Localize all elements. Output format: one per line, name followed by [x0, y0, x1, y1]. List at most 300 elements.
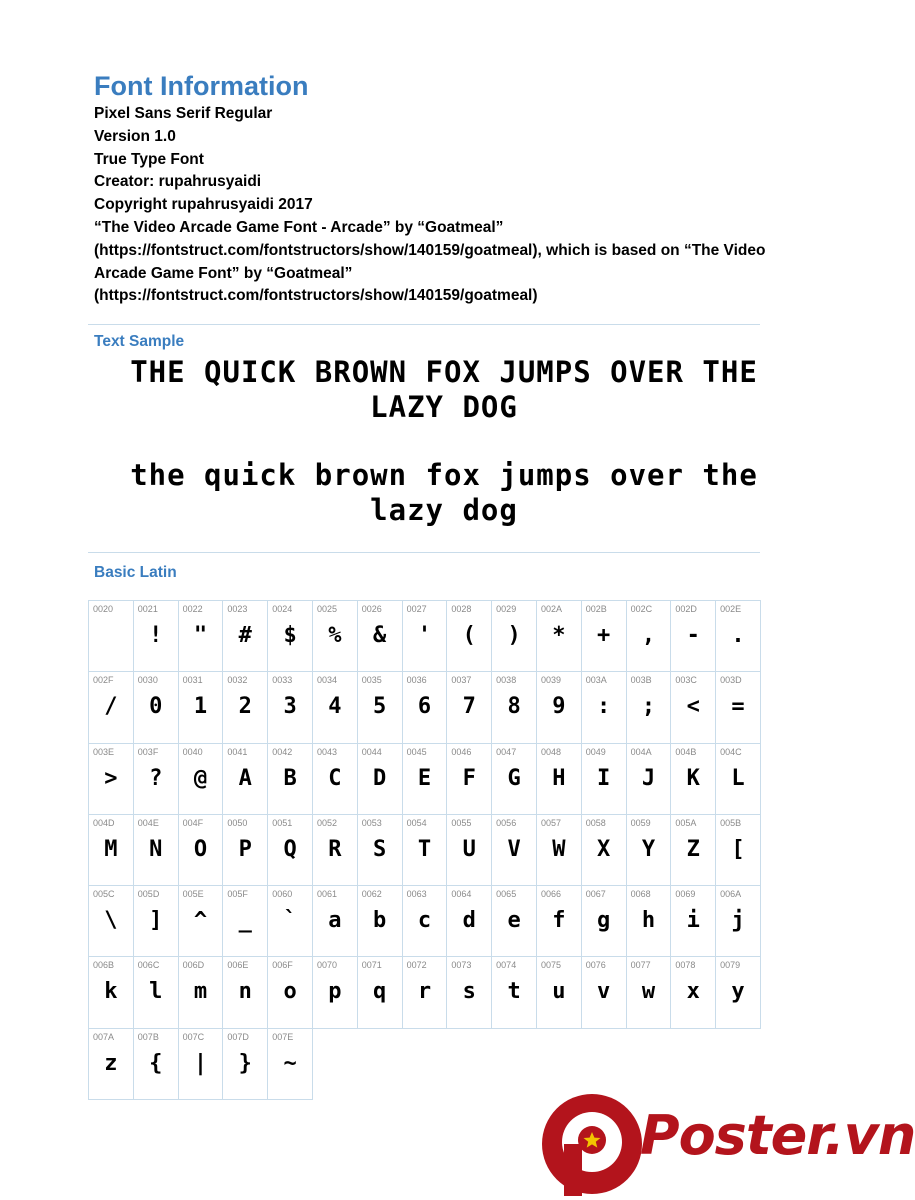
glyph-char: $ — [283, 623, 297, 648]
glyph-cell — [178, 885, 224, 957]
glyph-cell — [581, 600, 627, 672]
glyph-char: d — [462, 908, 476, 934]
glyph-char: + — [597, 623, 611, 648]
glyph-cell — [402, 956, 448, 1028]
glyph-char: V — [507, 836, 521, 862]
glyph-cell — [312, 600, 358, 672]
glyph-char: R — [328, 836, 342, 862]
sample-lowercase: the quick brown fox jumps over the lazy dog — [130, 458, 758, 527]
glyph-char: ~ — [283, 1050, 297, 1076]
glyph-char: ' — [417, 623, 432, 648]
glyph-cell — [178, 743, 224, 815]
glyph-char: 5 — [373, 694, 387, 720]
glyph-cell — [491, 671, 537, 743]
glyph-code: 002A — [540, 604, 562, 614]
glyph-char: q — [373, 979, 387, 1005]
glyph-char: " — [193, 623, 208, 648]
glyph-code: 0064 — [451, 889, 472, 900]
glyph-cell — [670, 885, 716, 957]
glyph-char: 8 — [507, 694, 521, 720]
glyph-cell — [536, 600, 582, 672]
glyph-char: [ — [731, 836, 745, 862]
glyph-char: F — [462, 765, 476, 791]
glyph-char: - — [686, 623, 700, 648]
glyph-cell — [446, 743, 492, 815]
glyph-code: 0079 — [720, 960, 741, 971]
glyph-code: 002C — [630, 604, 653, 614]
glyph-code: 0055 — [451, 817, 472, 828]
glyph-char: S — [373, 836, 387, 862]
glyph-code: 006E — [227, 960, 249, 971]
glyph-cell — [357, 671, 403, 743]
glyph-cell — [670, 743, 716, 815]
glyph-code: 0042 — [272, 746, 293, 757]
glyph-char: m — [193, 979, 208, 1005]
glyph-code: 0073 — [451, 960, 472, 971]
glyph-cell — [88, 885, 134, 957]
glyph-code: 0028 — [451, 604, 472, 614]
glyph-char: Z — [686, 836, 700, 862]
glyph-cell — [222, 956, 268, 1028]
divider — [88, 552, 760, 553]
text-sample-heading: Text Sample — [94, 333, 185, 350]
glyph-char: w — [641, 979, 656, 1005]
glyph-cell — [446, 814, 492, 886]
glyph-code: 0024 — [272, 604, 293, 614]
glyph-code: 003A — [585, 675, 607, 686]
glyph-cell — [222, 743, 268, 815]
glyph-char: 0 — [149, 694, 163, 720]
glyph-cell — [133, 600, 179, 672]
glyph-cell — [312, 956, 358, 1028]
glyph-char: G — [507, 765, 521, 791]
glyph-code: 0061 — [316, 889, 338, 900]
glyph-cell — [312, 814, 358, 886]
glyph-code: 0072 — [406, 960, 427, 971]
glyph-char: , — [641, 623, 656, 648]
basic-latin-heading: Basic Latin — [94, 564, 177, 581]
glyph-char: x — [686, 979, 700, 1005]
glyph-code: 004F — [182, 817, 204, 828]
glyph-code: 0048 — [540, 746, 561, 757]
glyph-char: e — [507, 908, 521, 934]
glyph-code: 0063 — [406, 889, 427, 900]
glyph-char: M — [104, 836, 118, 862]
glyph-code: 003C — [675, 675, 697, 686]
glyph-code: 0077 — [630, 960, 651, 971]
font-info-lines — [94, 103, 794, 308]
glyph-code: 007A — [93, 1031, 115, 1042]
glyph-code: 0054 — [406, 817, 427, 828]
glyph-char: Y — [641, 836, 656, 862]
glyph-cell — [491, 956, 537, 1028]
glyph-cell — [178, 814, 224, 886]
glyph-code: 006F — [272, 960, 293, 971]
glyph-char: a — [328, 908, 342, 934]
glyph-char: ( — [462, 623, 476, 648]
glyph-code: 0075 — [540, 960, 561, 971]
font-version: Version 1.0 — [94, 127, 176, 145]
glyph-cell — [581, 885, 627, 957]
glyph-cell — [178, 956, 224, 1028]
glyph-cell — [222, 814, 268, 886]
glyph-code: 0036 — [406, 675, 427, 686]
glyph-char: 9 — [552, 694, 566, 720]
glyph-char: o — [283, 979, 297, 1005]
glyph-char: = — [731, 694, 745, 720]
glyph-char: I — [597, 765, 611, 791]
glyph-cell — [88, 956, 134, 1028]
glyph-char: ] — [149, 908, 163, 934]
glyph-code: 0067 — [585, 889, 606, 900]
glyph-code: 0069 — [675, 889, 696, 900]
glyph-code: 0047 — [496, 746, 517, 757]
glyph-cell — [581, 814, 627, 886]
glyph-cell — [88, 814, 134, 886]
glyph-char: B — [283, 765, 297, 791]
glyph-char: s — [462, 979, 476, 1005]
glyph-cell — [222, 1028, 268, 1100]
glyph-code: 0053 — [361, 817, 382, 828]
glyph-cell — [536, 956, 582, 1028]
glyph-cell — [446, 956, 492, 1028]
glyph-char: U — [462, 836, 476, 862]
glyph-cell — [357, 885, 403, 957]
glyph-char: / — [104, 694, 118, 720]
glyph-char: 6 — [417, 694, 432, 720]
glyph-char: ^ — [193, 908, 208, 934]
glyph-code: 005F — [227, 889, 248, 900]
glyph-code: 002D — [675, 604, 697, 614]
glyph-char: } — [238, 1050, 252, 1076]
glyph-char: z — [104, 1050, 118, 1076]
glyph-code: 007B — [137, 1031, 159, 1042]
glyph-code: 0068 — [630, 889, 651, 900]
glyph-code: 006A — [720, 889, 742, 900]
glyph-cell — [446, 885, 492, 957]
glyph-cell — [626, 814, 672, 886]
glyph-code: 0034 — [316, 675, 338, 686]
glyph-cell — [267, 743, 313, 815]
glyph-char: W — [552, 836, 566, 862]
glyph-char: A — [238, 765, 252, 791]
glyph-cell — [357, 814, 403, 886]
glyph-code: 0020 — [93, 604, 114, 614]
glyph-code: 0037 — [451, 675, 472, 686]
glyph-char: ) — [507, 623, 521, 648]
glyph-cell — [178, 671, 224, 743]
glyph-code: 0071 — [361, 960, 382, 971]
glyph-code: 0027 — [406, 604, 427, 614]
glyph-cell — [402, 814, 448, 886]
glyph-code: 0059 — [630, 817, 651, 828]
glyph-code: 0029 — [496, 604, 517, 614]
glyph-cell — [715, 671, 761, 743]
glyph-code: 004D — [93, 817, 115, 828]
glyph-char: _ — [238, 908, 252, 934]
font-copyright: Copyright rupahrusyaidi 2017 — [94, 196, 313, 214]
glyph-cell — [133, 885, 179, 957]
glyph-char: 4 — [328, 694, 342, 720]
glyph-code: 004B — [675, 746, 697, 757]
glyph-code: 002B — [585, 604, 607, 614]
glyph-char: r — [417, 979, 432, 1005]
glyph-char: c — [417, 908, 432, 934]
glyph-code: 0040 — [182, 746, 203, 757]
glyph-code: 0043 — [316, 746, 338, 757]
glyph-cell — [88, 1028, 134, 1100]
glyph-code: 0051 — [272, 817, 293, 828]
glyph-code: 005D — [137, 889, 160, 900]
glyph-cell — [626, 743, 672, 815]
glyph-code: 0066 — [540, 889, 561, 900]
glyph-cell — [626, 671, 672, 743]
glyph-code: 005C — [93, 889, 115, 900]
glyph-cell — [581, 956, 627, 1028]
glyph-code: 0065 — [496, 889, 517, 900]
glyph-char: H — [552, 765, 566, 791]
glyph-char: : — [597, 694, 611, 720]
glyph-cell — [536, 743, 582, 815]
glyph-cell — [88, 600, 134, 672]
glyph-char: < — [686, 694, 700, 720]
glyph-cell — [267, 600, 313, 672]
glyph-char: 2 — [238, 694, 252, 720]
glyph-char: D — [373, 765, 387, 791]
glyph-code: 0044 — [361, 746, 382, 757]
glyph-char: ! — [149, 623, 163, 648]
glyph-cell — [626, 885, 672, 957]
glyph-char: ? — [149, 765, 163, 791]
glyph-cell — [267, 814, 313, 886]
glyph-char: * — [552, 623, 566, 648]
glyph-char: & — [373, 623, 387, 648]
glyph-code: 0038 — [496, 675, 517, 686]
glyph-char: \ — [104, 908, 118, 934]
glyph-code: 0060 — [272, 889, 293, 900]
glyph-cell — [626, 600, 672, 672]
glyph-char: { — [149, 1050, 163, 1076]
glyph-code: 0045 — [406, 746, 427, 757]
glyph-char: h — [641, 908, 656, 934]
glyph-cell — [715, 814, 761, 886]
glyph-cell — [88, 671, 134, 743]
glyph-code: 0058 — [585, 817, 606, 828]
glyph-code: 005E — [182, 889, 204, 900]
glyph-char: b — [373, 908, 387, 934]
glyph-code: 006B — [93, 960, 115, 971]
glyph-char: v — [597, 979, 611, 1005]
glyph-char: Q — [283, 836, 297, 862]
glyph-code: 004A — [630, 746, 652, 757]
glyph-char: @ — [193, 765, 208, 791]
glyph-code: 004C — [720, 746, 742, 757]
glyph-cell — [178, 600, 224, 672]
glyph-cell — [715, 885, 761, 957]
font-credits: “The Video Arcade Game Font - Arcade” by “Goatmeal” (https://fontstruct.com/fontstructors/show/140159/goatmeal), which is based on “The Video Arcade Game Font” by “Goatmeal” (https://fontstruct.com/fontstructors/show/140159/goatmeal) — [94, 218, 766, 305]
glyph-code: 005A — [675, 817, 697, 828]
glyph-cell — [670, 956, 716, 1028]
glyph-cell — [491, 600, 537, 672]
watermark-text: Poster.vn — [640, 1104, 915, 1167]
pin-logo-icon — [540, 1092, 650, 1196]
glyph-code: 0049 — [585, 746, 606, 757]
glyph-cell — [670, 600, 716, 672]
glyph-char: n — [238, 979, 252, 1005]
glyph-code: 0070 — [316, 960, 338, 971]
glyph-code: 0035 — [361, 675, 382, 686]
glyph-cell — [222, 600, 268, 672]
glyph-char: ; — [641, 694, 656, 720]
glyph-code: 007C — [182, 1031, 205, 1042]
glyph-cell — [446, 671, 492, 743]
glyph-char: ` — [283, 908, 297, 934]
glyph-char: N — [149, 836, 163, 862]
glyph-cell — [402, 671, 448, 743]
glyph-cell — [222, 671, 268, 743]
sample-uppercase: THE QUICK BROWN FOX JUMPS OVER THE LAZY DOG — [130, 355, 758, 424]
glyph-char: O — [193, 836, 208, 862]
glyph-char: # — [238, 623, 252, 648]
glyph-code: 003D — [720, 675, 742, 686]
page-title: Font Information — [94, 71, 309, 101]
glyph-cell — [312, 743, 358, 815]
glyph-cell — [626, 956, 672, 1028]
glyph-cell — [536, 814, 582, 886]
glyph-char: y — [731, 979, 745, 1005]
glyph-char: P — [238, 836, 252, 862]
glyph-code: 004E — [137, 817, 159, 828]
glyph-cell — [715, 956, 761, 1028]
glyph-cell — [267, 885, 313, 957]
divider — [88, 324, 760, 325]
glyph-cell — [402, 743, 448, 815]
glyph-char: C — [328, 765, 342, 791]
glyph-code: 0033 — [272, 675, 293, 686]
glyph-char: k — [104, 979, 118, 1005]
glyph-char: 1 — [193, 694, 208, 720]
glyph-code: 003B — [630, 675, 652, 686]
glyph-code: 0052 — [316, 817, 338, 828]
glyph-char: 7 — [462, 694, 476, 720]
glyph-cell — [536, 885, 582, 957]
glyph-cell — [267, 956, 313, 1028]
glyph-code: 005B — [720, 817, 742, 828]
glyph-code: 0031 — [182, 675, 203, 686]
glyph-cell — [357, 600, 403, 672]
glyph-grid — [88, 600, 760, 1099]
glyph-code: 0074 — [496, 960, 517, 971]
glyph-char: u — [552, 979, 566, 1005]
glyph-cell — [536, 671, 582, 743]
glyph-code: 0041 — [227, 746, 248, 757]
glyph-cell — [715, 743, 761, 815]
glyph-char: T — [417, 836, 432, 862]
glyph-cell — [491, 743, 537, 815]
glyph-cell — [670, 671, 716, 743]
glyph-code: 0056 — [496, 817, 517, 828]
glyph-cell — [222, 885, 268, 957]
glyph-code: 007D — [227, 1031, 249, 1042]
glyph-char: K — [686, 765, 700, 791]
glyph-code: 0032 — [227, 675, 248, 686]
glyph-code: 006D — [182, 960, 205, 971]
glyph-char: X — [597, 836, 611, 862]
watermark-logo — [540, 1092, 915, 1196]
glyph-cell — [581, 743, 627, 815]
glyph-cell — [357, 743, 403, 815]
glyph-cell — [312, 671, 358, 743]
font-name: Pixel Sans Serif Regular — [94, 105, 273, 122]
glyph-char: J — [641, 765, 656, 791]
glyph-cell — [670, 814, 716, 886]
glyph-cell — [88, 743, 134, 815]
glyph-cell — [402, 600, 448, 672]
glyph-code: 0023 — [227, 604, 248, 614]
glyph-char: g — [597, 908, 611, 934]
glyph-code: 0030 — [137, 675, 158, 686]
glyph-code: 0062 — [361, 889, 382, 900]
glyph-char: > — [104, 765, 118, 791]
glyph-cell — [357, 956, 403, 1028]
glyph-code: 0026 — [361, 604, 382, 614]
glyph-cell — [581, 671, 627, 743]
glyph-code: 0076 — [585, 960, 606, 971]
glyph-cell — [446, 600, 492, 672]
glyph-char: l — [149, 979, 163, 1005]
glyph-cell — [133, 956, 179, 1028]
glyph-cell — [491, 814, 537, 886]
glyph-cell — [267, 671, 313, 743]
glyph-code: 0021 — [137, 604, 158, 614]
glyph-code: 007E — [272, 1031, 294, 1042]
glyph-cell — [491, 885, 537, 957]
glyph-code: 002F — [93, 675, 114, 686]
glyph-char: f — [552, 908, 566, 934]
glyph-cell — [715, 600, 761, 672]
glyph-cell — [312, 885, 358, 957]
font-creator: Creator: rupahrusyaidi — [94, 173, 262, 191]
glyph-cell — [133, 743, 179, 815]
glyph-char: j — [731, 908, 745, 934]
font-type: True Type Font — [94, 150, 204, 168]
glyph-cell — [133, 671, 179, 743]
glyph-cell — [133, 814, 179, 886]
glyph-code: 002E — [720, 604, 742, 614]
glyph-char: 3 — [283, 694, 297, 720]
glyph-char: . — [731, 623, 745, 648]
glyph-code: 0022 — [182, 604, 203, 614]
glyph-cell — [178, 1028, 224, 1100]
glyph-code: 003F — [137, 746, 159, 757]
glyph-char: % — [328, 623, 342, 648]
glyph-char: | — [193, 1050, 208, 1076]
glyph-code: 0039 — [540, 675, 561, 686]
glyph-code: 0057 — [540, 817, 561, 828]
glyph-cell — [402, 885, 448, 957]
glyph-code: 0046 — [451, 746, 472, 757]
glyph-code: 0050 — [227, 817, 248, 828]
glyph-char: L — [731, 765, 745, 791]
glyph-char: i — [686, 908, 700, 934]
glyph-cell — [267, 1028, 313, 1100]
glyph-code: 0025 — [316, 604, 338, 614]
glyph-cell — [133, 1028, 179, 1100]
glyph-char: E — [417, 765, 432, 791]
glyph-code: 0078 — [675, 960, 696, 971]
glyph-code: 003E — [93, 746, 115, 757]
glyph-code: 006C — [137, 960, 160, 971]
